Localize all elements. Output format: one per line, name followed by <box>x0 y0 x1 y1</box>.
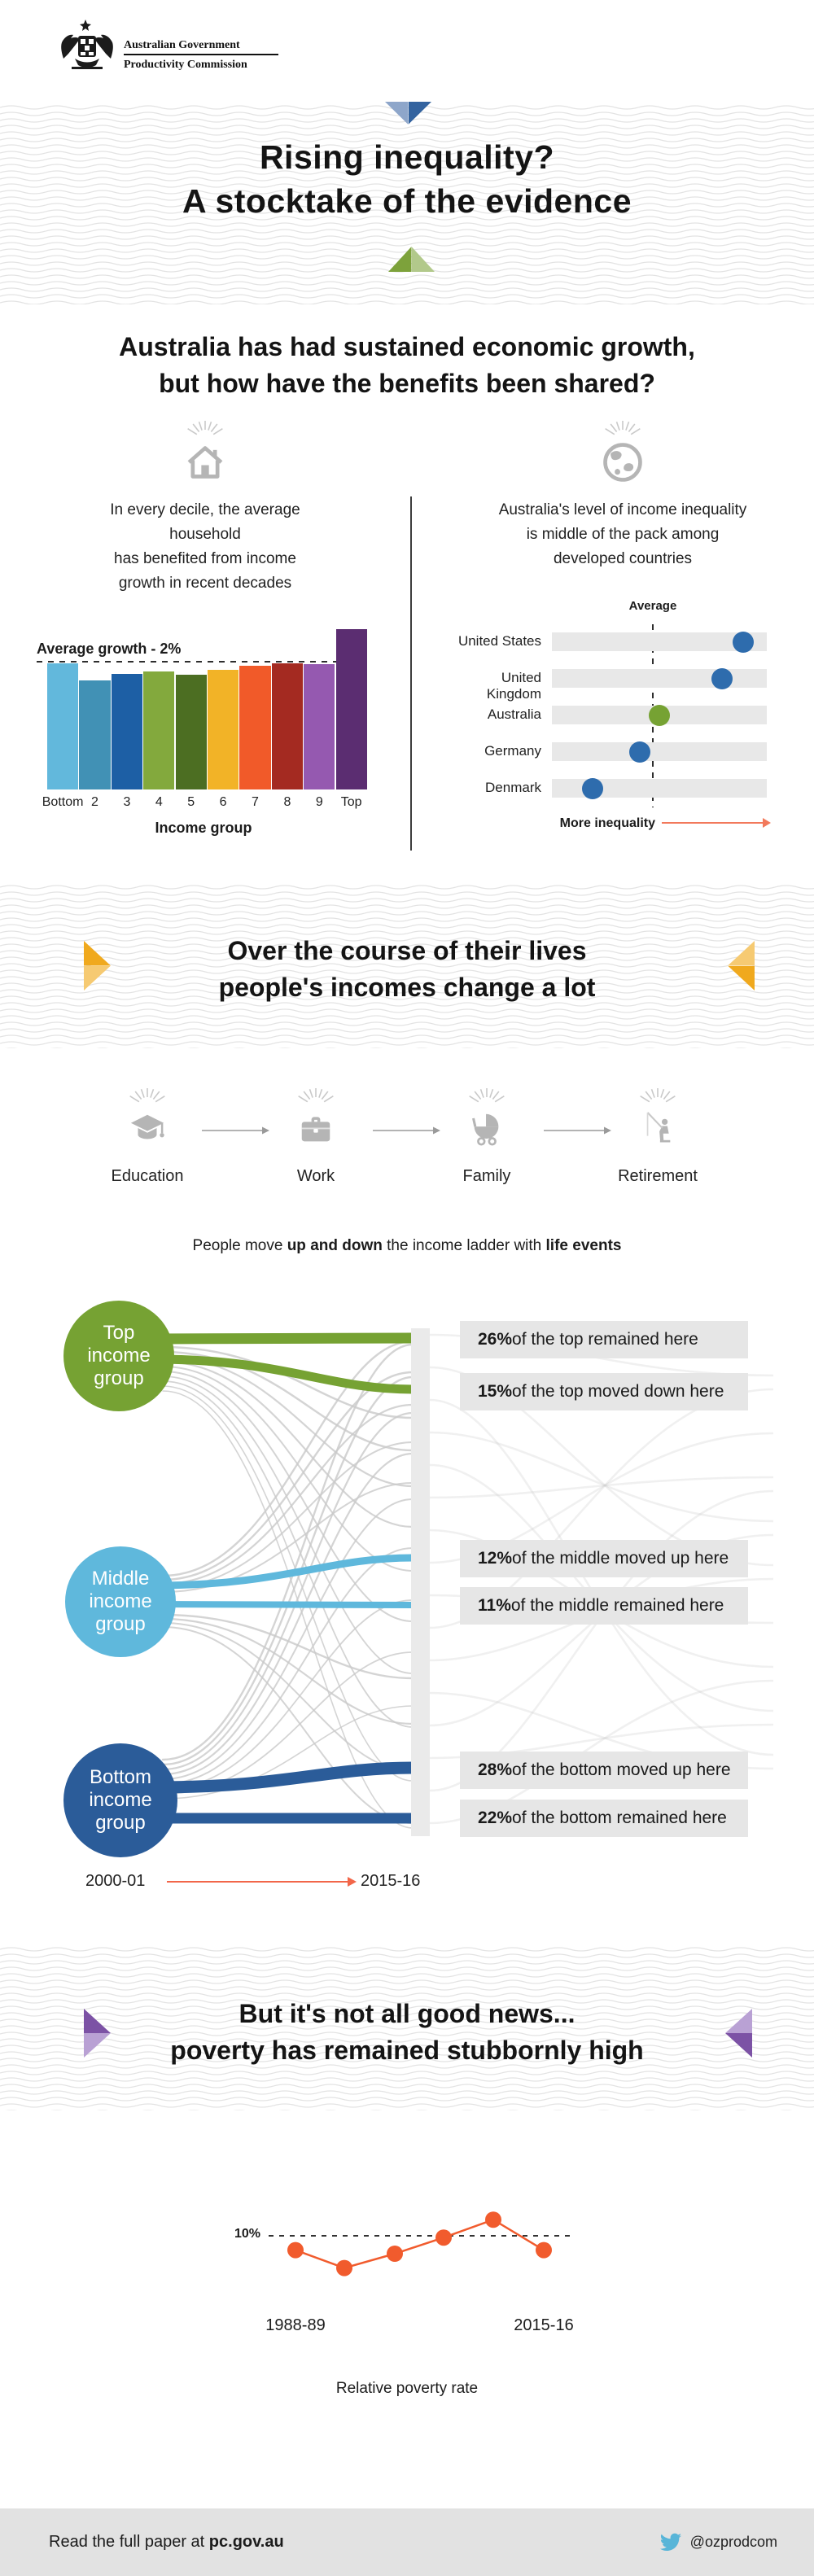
twitter-bird-icon <box>659 2533 682 2552</box>
group-label-line: income <box>87 1345 151 1367</box>
sankey-destination-bar <box>411 1328 430 1836</box>
life-stage-retirement <box>593 1082 723 1185</box>
caption-line: In every decile, the average household <box>110 501 300 543</box>
caption-line: growth in recent decades <box>118 575 292 592</box>
average-growth-annotation: Average growth - 2% <box>37 641 182 657</box>
callout-percentage: 28% <box>478 1760 513 1779</box>
life-stages-row <box>0 1082 814 1196</box>
bar-chart-x-axis-title: Income group <box>155 820 252 836</box>
mobility-intro-part: the income ladder with <box>382 1237 546 1254</box>
stage-arrow-icon <box>202 1125 270 1140</box>
header-wordmark <box>124 39 278 71</box>
bar-label-3: 3 <box>123 795 131 809</box>
callout-text: of the top moved down here <box>512 1382 724 1401</box>
dot-australia <box>649 705 670 726</box>
poverty-title-line1: But it's not all good news... <box>239 1999 575 2028</box>
mobility-callout <box>460 1752 748 1789</box>
twitter-handle[interactable]: @ozprodcom <box>689 2534 777 2550</box>
middle-income-group-node <box>65 1546 176 1657</box>
life-stage-education <box>82 1082 212 1185</box>
mobility-intro-part: up and down <box>287 1237 383 1254</box>
page-title-line2: A stocktake of the evidence <box>182 182 632 220</box>
caption-line: is middle of the pack among <box>526 526 720 543</box>
country-label-germany: Germany <box>484 743 541 759</box>
callout-text: of the bottom moved up here <box>512 1760 731 1779</box>
footer-site-link[interactable]: pc.gov.au <box>208 2533 284 2551</box>
poverty-chart-caption: Relative poverty rate <box>335 2380 479 2397</box>
mobility-intro-text <box>0 1237 814 1255</box>
mobility-callout <box>460 1800 748 1837</box>
left-triangle-icon <box>728 941 755 991</box>
mobility-callout <box>460 1540 748 1577</box>
callout-percentage: 26% <box>478 1330 513 1349</box>
callout-arrow-icon <box>434 1800 461 1837</box>
caption-line: developed countries <box>553 550 693 567</box>
column-divider <box>410 496 412 851</box>
country-label-australia: Australia <box>487 706 541 722</box>
rays-icon <box>458 1082 515 1104</box>
callout-percentage: 11% <box>478 1596 511 1615</box>
life-stage-label: Education <box>111 1167 184 1185</box>
callout-arrow-icon <box>434 1373 461 1410</box>
bar-3 <box>112 674 142 789</box>
mobility-intro-part: People move <box>192 1237 287 1254</box>
caption-line: Australia's level of income inequality <box>498 501 747 518</box>
group-label-line: Top <box>103 1322 135 1344</box>
callout-text: of the bottom remained here <box>512 1808 727 1827</box>
average-growth-dashed-line <box>37 661 364 663</box>
footer-twitter-group <box>659 2533 777 2552</box>
growth-heading-line2: but how have the benefits been shared? <box>159 369 655 398</box>
group-label-line: group <box>95 1812 146 1834</box>
group-label-line: group <box>95 1613 146 1635</box>
life-stage-family <box>422 1082 552 1185</box>
period-start-label: 2000-01 <box>85 1872 146 1890</box>
life-stage-work <box>251 1082 381 1185</box>
government-title: Australian Government <box>124 39 240 51</box>
group-label-line: income <box>89 1590 152 1612</box>
poverty-title-line2: poverty has remained stubbornly high <box>170 2036 644 2065</box>
callout-text: of the top remained here <box>512 1330 698 1349</box>
relative-poverty-line-chart <box>187 2132 627 2377</box>
dot-track <box>552 669 767 688</box>
bar-6 <box>208 670 239 789</box>
bar-label-Top: Top <box>340 795 362 809</box>
bar-2 <box>79 680 110 789</box>
dot-united-kingdom <box>711 668 733 689</box>
callout-text: of the middle remained here <box>510 1596 724 1615</box>
lifecycle-title-line2: people's incomes change a lot <box>218 973 596 1002</box>
growth-left-caption <box>75 498 335 596</box>
bar-5 <box>176 675 207 789</box>
bar-label-Bottom: Bottom <box>42 795 84 809</box>
life-stage-label: Work <box>296 1167 335 1185</box>
rays-icon <box>287 1082 344 1104</box>
bar-Top <box>336 629 367 790</box>
bar-label-4: 4 <box>155 795 163 809</box>
bar-7 <box>239 666 270 790</box>
country-label-united-kingdom: United Kingdom <box>486 670 541 702</box>
growth-heading-line1: Australia has had sustained economic growth, <box>119 332 695 361</box>
caption-line: has benefited from income <box>114 550 296 567</box>
bar-4 <box>143 671 174 789</box>
lifecycle-title-line1: Over the course of their lives <box>227 936 587 965</box>
stage-arrow-icon <box>373 1125 441 1140</box>
bottom-income-group-node <box>63 1743 177 1857</box>
poverty-band-title <box>0 1996 814 2069</box>
inequality-dot-plot <box>452 598 777 842</box>
group-label-line: group <box>94 1367 144 1389</box>
more-inequality-arrow-icon <box>662 816 772 833</box>
rays-icon <box>594 415 651 436</box>
income-growth-bar-chart <box>37 639 370 842</box>
callout-arrow-icon <box>434 1587 461 1625</box>
callout-arrow-icon <box>434 1752 461 1789</box>
poverty-reference-label: 10% <box>234 2227 260 2241</box>
dot-denmark <box>582 778 603 799</box>
rays-icon <box>629 1082 686 1104</box>
globe-icon <box>600 440 646 485</box>
header-rule <box>124 54 278 55</box>
bar-label-5: 5 <box>187 795 195 809</box>
country-label-united-states: United States <box>457 633 541 649</box>
group-label-line: income <box>89 1789 152 1811</box>
group-label-line: Bottom <box>89 1766 152 1788</box>
australian-coat-of-arms-icon <box>55 18 119 78</box>
mobility-intro-part: life events <box>545 1237 622 1254</box>
dot-united-states <box>733 632 754 653</box>
mobility-callout <box>460 1373 748 1410</box>
bar-label-2: 2 <box>91 795 98 809</box>
callout-arrow-icon <box>434 1540 461 1577</box>
country-label-denmark: Denmark <box>485 780 541 795</box>
top-income-group-node <box>63 1301 174 1411</box>
callout-arrow-icon <box>434 1321 461 1358</box>
life-stage-label: Retirement <box>618 1167 698 1185</box>
bar-label-7: 7 <box>252 795 259 809</box>
dot-germany <box>629 741 650 763</box>
group-label-line: Middle <box>91 1568 150 1590</box>
mobility-callout <box>460 1321 748 1358</box>
commission-title: Productivity Commission <box>124 59 247 71</box>
timeline-arrow-icon <box>167 1875 358 1892</box>
graduation-cap-icon <box>129 1110 166 1148</box>
average-axis-label: Average <box>628 599 677 613</box>
page-title <box>0 135 814 223</box>
callout-percentage: 15% <box>478 1382 513 1401</box>
bar-9 <box>304 664 335 789</box>
growth-right-caption <box>492 498 753 571</box>
page-title-line1: Rising inequality? <box>259 138 555 176</box>
rays-icon <box>177 415 234 436</box>
growth-section-heading <box>0 329 814 402</box>
stage-arrow-icon <box>544 1125 612 1140</box>
callout-percentage: 22% <box>478 1808 513 1827</box>
bar-label-6: 6 <box>219 795 227 809</box>
poverty-x-last-label: 2015-16 <box>514 2316 574 2334</box>
pram-icon <box>468 1110 505 1148</box>
mobility-callout <box>460 1587 748 1625</box>
callout-text: of the middle moved up here <box>512 1549 729 1568</box>
up-triangle-icon <box>388 247 435 272</box>
dot-track <box>552 742 767 761</box>
footer-bar <box>0 2508 814 2576</box>
rays-icon <box>119 1082 176 1104</box>
footer-read-text <box>49 2533 284 2552</box>
footer-read-prefix: Read the full paper at <box>49 2533 209 2551</box>
poverty-x-first-label: 1988-89 <box>265 2316 326 2334</box>
left-triangle-icon <box>725 2009 752 2058</box>
bar-8 <box>272 663 303 789</box>
bar-Bottom <box>47 663 78 789</box>
bar-label-9: 9 <box>315 795 323 809</box>
lifecycle-band-title <box>0 933 814 1006</box>
callout-percentage: 12% <box>478 1549 513 1568</box>
fishing-retiree-icon <box>639 1110 676 1148</box>
down-triangle-icon <box>385 102 431 125</box>
life-stage-label: Family <box>462 1167 511 1185</box>
house-icon <box>182 440 228 485</box>
briefcase-icon <box>297 1110 335 1148</box>
more-inequality-label: More inequality <box>559 816 655 830</box>
bar-label-8: 8 <box>283 795 291 809</box>
period-end-label: 2015-16 <box>361 1872 421 1890</box>
